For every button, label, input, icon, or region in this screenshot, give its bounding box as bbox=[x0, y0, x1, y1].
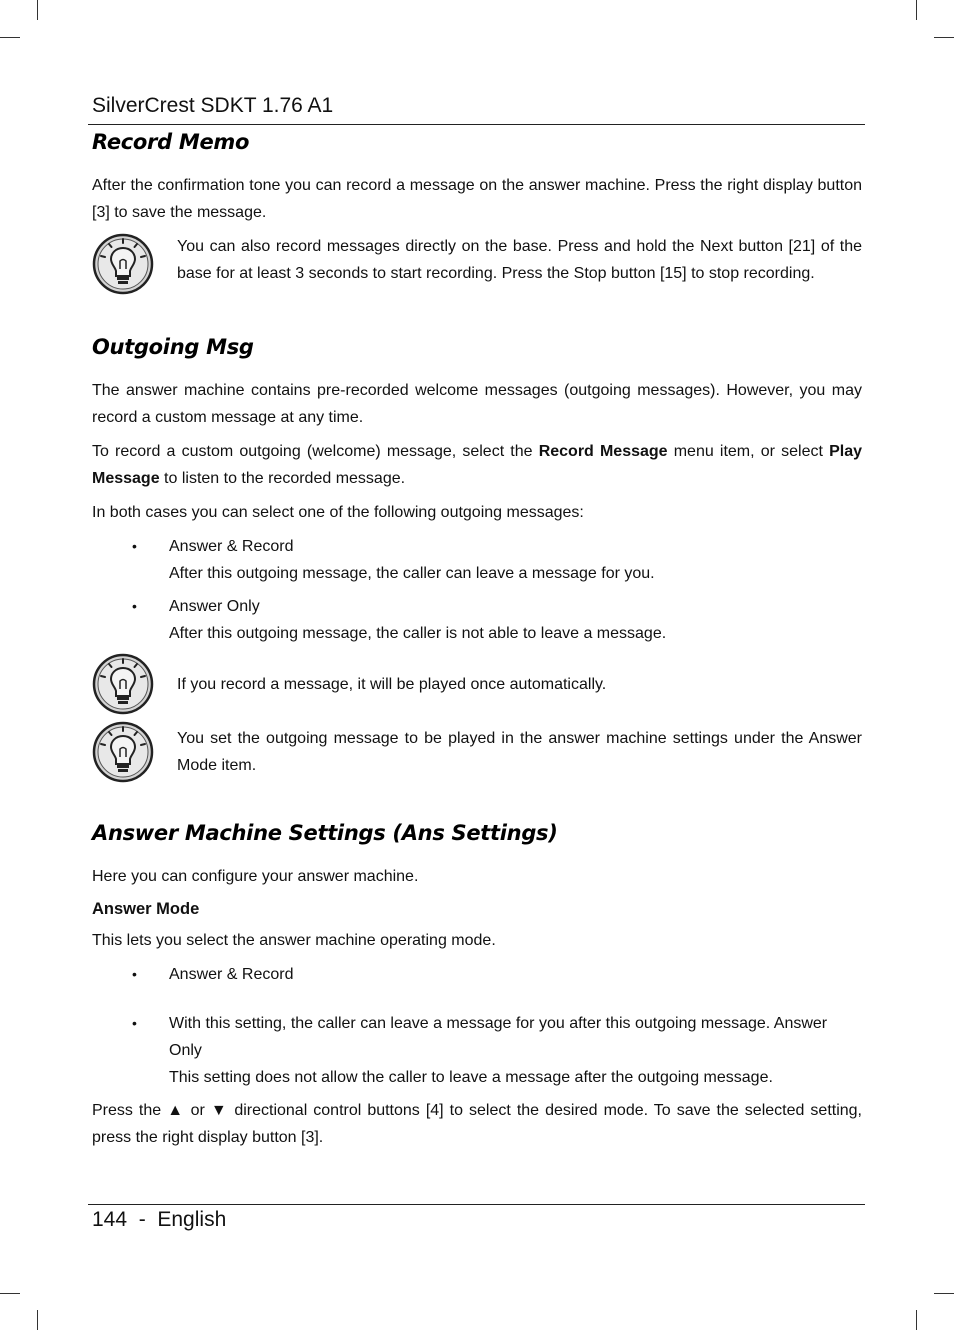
crop-mark bbox=[37, 1310, 38, 1330]
menu-item-name: Play Message bbox=[92, 443, 862, 487]
list-item-desc: After this outgoing message, the caller is not able to leave a message. bbox=[169, 625, 667, 642]
crop-mark bbox=[916, 1310, 917, 1330]
crop-mark bbox=[37, 0, 38, 20]
subheading-answer-mode: Answer Mode bbox=[92, 900, 200, 918]
paragraph: The answer machine contains pre-recorded welcome messages (outgoing messages). However, you may record a custom message at any time. bbox=[92, 382, 862, 426]
section-heading-ans-settings: Answer Machine Settings (Ans Settings) bbox=[92, 821, 558, 845]
list-item-label: Answer & Record bbox=[169, 966, 294, 983]
page-header: SilverCrest SDKT 1.76 A1 bbox=[92, 94, 334, 117]
bullet-icon: • bbox=[132, 1015, 137, 1031]
footer-rule bbox=[88, 1204, 865, 1205]
paragraph: After the confirmation tone you can record a message on the answer machine. Press the right display button [3] to save the message. bbox=[92, 177, 862, 221]
menu-item-name: Record Message bbox=[538, 443, 668, 460]
list-item bbox=[92, 1010, 862, 1091]
paragraph bbox=[92, 438, 862, 492]
lightbulb-icon bbox=[92, 233, 154, 295]
note-box bbox=[92, 721, 862, 783]
list-item-desc: After this outgoing message, the caller can leave a message for you. bbox=[169, 565, 655, 582]
page-content bbox=[92, 126, 862, 1158]
text-run: to listen to the recorded message. bbox=[159, 470, 406, 487]
crop-mark bbox=[0, 37, 20, 38]
section-heading-record-memo: Record Memo bbox=[92, 130, 250, 154]
note-box bbox=[92, 233, 862, 295]
bullet-icon: • bbox=[132, 538, 137, 554]
paragraph: In both cases you can select one of the following outgoing messages: bbox=[92, 504, 584, 521]
list-item bbox=[92, 961, 862, 988]
list-item-label: Answer Only bbox=[169, 598, 260, 615]
page-footer: 144 - English bbox=[92, 1208, 227, 1231]
paragraph: This lets you select the answer machine operating mode. bbox=[92, 932, 496, 949]
list-item-label: With this setting, the caller can leave a message for you after this outgoing message. Answer Only bbox=[169, 1015, 828, 1059]
note-text: If you record a message, it will be played once automatically. bbox=[177, 675, 607, 693]
crop-mark bbox=[934, 1293, 954, 1294]
list-item-label: Answer & Record bbox=[169, 538, 294, 555]
bullet-icon: • bbox=[132, 598, 137, 614]
note-text: You set the outgoing message to be played in the answer machine settings under the Answer Mode item. bbox=[177, 730, 862, 774]
list-item bbox=[92, 533, 862, 587]
header-rule bbox=[88, 124, 865, 125]
paragraph: Here you can configure your answer machine. bbox=[92, 868, 419, 885]
paragraph: Press the ▲ or ▼ directional control buttons [4] to select the desired mode. To save the selected setting, press the right display button [3]. bbox=[92, 1102, 862, 1146]
lightbulb-icon bbox=[92, 653, 154, 715]
section-heading-outgoing-msg: Outgoing Msg bbox=[92, 335, 254, 359]
note-text: You can also record messages directly on the base. Press and hold the Next button [21] of the base for at least 3 seconds to start recording. Press the Stop button [15] to stop recording. bbox=[177, 238, 862, 282]
text-run: To record a custom outgoing (welcome) message, select the bbox=[92, 443, 539, 460]
list-item-desc: This setting does not allow the caller to leave a message after the outgoing message. bbox=[169, 1069, 773, 1086]
text-run: menu item, or select bbox=[667, 443, 830, 460]
crop-mark bbox=[916, 0, 917, 20]
bullet-icon: • bbox=[132, 966, 137, 982]
list-item bbox=[92, 593, 862, 647]
crop-mark bbox=[0, 1293, 20, 1294]
lightbulb-icon bbox=[92, 721, 154, 783]
note-box bbox=[92, 653, 862, 715]
crop-mark bbox=[934, 37, 954, 38]
